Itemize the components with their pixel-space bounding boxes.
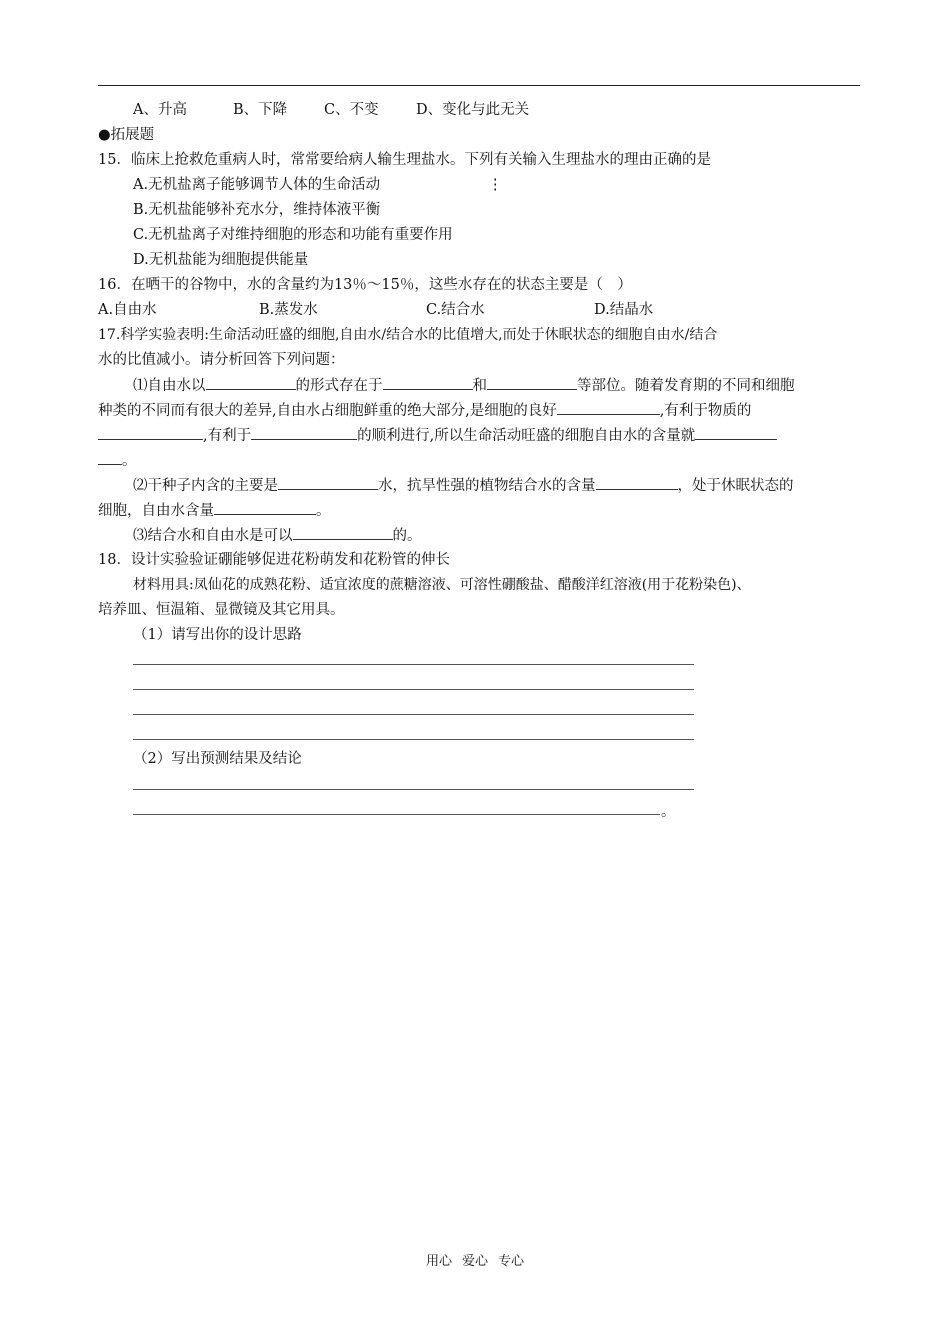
answer-blank[interactable] [206,375,296,390]
q16-option-d: D.结晶水 [594,302,654,318]
answer-blank[interactable] [695,425,777,440]
q17-p1-text-f: ,有利于物质的 [659,403,752,419]
page-footer [0,1250,950,1269]
answer-line[interactable] [133,714,694,715]
answer-blank[interactable] [98,450,122,465]
q15-stem: 15．临床上抢救危重病人时，常常要给病人输生理盐水。下列有关输入生理盐水的理由正确的是 [98,152,711,168]
q17-intro-line1: 17.科学实验表明:生命活动旺盛的细胞,自由水/结合水的比值增大,而处于休眠状态的细胞自由水/结合 [98,327,718,343]
q17-part3-line [133,525,422,546]
answer-line[interactable] [133,689,694,690]
q17-part2-line1 [133,475,794,496]
answer-blank[interactable] [383,375,473,390]
q17-part1-line4 [98,450,137,471]
footer-word: 用心 [425,1254,452,1269]
q16-stem: 16．在晒干的谷物中，水的含量约为13％～15％，这些水存在的状态主要是（ ） [98,277,632,293]
q15-mark: ⋮ [488,177,503,193]
q17-p3-end: 的。 [392,528,422,544]
footer-word: 专心 [498,1254,525,1269]
section-title: ●拓展题 [98,127,155,143]
answer-blank[interactable] [278,475,378,490]
q17-p1-text-d: 等部位。随着发育期的不同和细胞 [577,378,795,394]
q18-end-period: 。 [661,804,676,820]
answer-blank[interactable] [557,400,660,415]
answer-line[interactable] [133,814,660,815]
q14-option-b: B、下降 [233,102,288,118]
q17-p1-text-a: ⑴自由水以 [133,378,206,394]
answer-blank[interactable] [487,375,577,390]
answer-blank[interactable] [596,475,678,490]
q17-p1-text-g: ,有利于 [203,428,252,444]
q17-p1-text-b: 的形式存在于 [295,378,383,394]
q18-subquestion-1: （1）请写出你的设计思路 [133,627,302,643]
answer-line[interactable] [133,789,694,790]
q18-materials-line1: 材料用具:凤仙花的成熟花粉、适宜浓度的蔗糖溶液、可溶性硼酸盐、醋酸洋红溶液(用于花粉染色)、 [133,577,751,593]
q18-materials-line2: 培养皿、恒温箱、显微镜及其它用具。 [98,602,345,618]
answer-blank[interactable] [214,500,316,515]
q15-option-d: D.无机盐能为细胞提供能量 [133,252,309,268]
answer-line[interactable] [133,664,694,665]
q17-part1-line2 [98,400,751,421]
q14-option-c: C、不变 [324,102,379,118]
q17-p1-text-e: 种类的不同而有很大的差异,自由水占细胞鲜重的绝大部分,是细胞的良好 [98,403,557,419]
q16-option-b: B.蒸发水 [259,302,318,318]
q17-p2-text-d: 细胞，自由水含量 [98,503,214,519]
q17-p1-end: 。 [122,453,137,469]
footer-word: 爱心 [461,1254,488,1269]
q17-p2-text-c: ，处于休眠状态的 [677,478,794,494]
q17-p3-text-a: ⑶结合水和自由水是可以 [133,528,293,544]
q14-option-d: D、变化与此无关 [416,102,530,118]
q17-part1-line3 [98,425,777,446]
q14-option-a: A、升高 [133,102,187,118]
q17-p1-text-h: 的顺利进行,所以生命活动旺盛的细胞自由水的含量就 [357,428,696,444]
q18-subquestion-2: （2）写出预测结果及结论 [133,751,302,767]
q15-option-b: B.无机盐能够补充水分，维持体液平衡 [133,202,381,218]
q15-option-a: A.无机盐离子能够调节人体的生命活动 [133,177,381,193]
answer-blank[interactable] [98,425,203,440]
q17-intro-line2: 水的比值减小。请分析回答下列问题： [98,352,345,368]
q17-p2-text-b: 水，抗旱性强的植物结合水的含量 [378,478,596,494]
header-rule [98,85,860,86]
q17-p1-text-c: 和 [472,378,487,394]
q17-p2-text-a: ⑵干种子内含的主要是 [133,478,278,494]
q15-option-c: C.无机盐离子对维持细胞的形态和功能有重要作用 [133,227,453,243]
q18-stem: 18．设计实验验证硼能够促进花粉萌发和花粉管的伸长 [98,552,450,568]
q16-option-c: C.结合水 [426,302,485,318]
q17-p2-end: 。 [316,503,331,519]
q17-part2-line2 [98,500,331,521]
answer-blank[interactable] [293,525,393,540]
q16-option-a: A.自由水 [98,302,157,318]
answer-blank[interactable] [251,425,357,440]
q17-part1-line1 [133,375,795,396]
answer-line[interactable] [133,739,694,740]
